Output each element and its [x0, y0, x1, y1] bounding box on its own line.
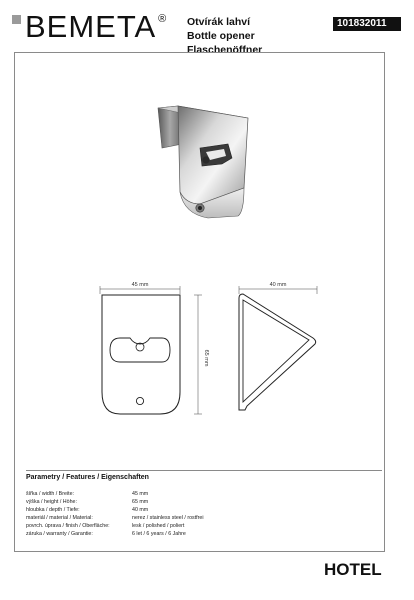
category-label: HOTEL: [324, 560, 382, 579]
product-titles: [187, 15, 262, 57]
logo-square-mark: [12, 15, 21, 24]
param-value: 65 mm: [132, 499, 149, 505]
param-label: povrch. úprava / finish / Oberfläche:: [26, 523, 110, 529]
param-value: nerez / stainless steel / rostfrei: [132, 515, 204, 521]
param-label: výška / height / Höhe:: [26, 499, 77, 505]
front-view-drawing: [80, 280, 220, 430]
param-value: 45 mm: [132, 491, 149, 497]
brand-logo: [12, 11, 166, 45]
depth-dimension-label: 40 mm: [269, 282, 287, 288]
product-title-cs: Otvírák lahví: [187, 16, 251, 28]
param-value: lesk / polished / poliert: [132, 523, 185, 529]
header: [0, 0, 414, 56]
width-dimension-label: 45 mm: [131, 282, 149, 288]
parameters-divider: [26, 470, 382, 471]
param-value: 40 mm: [132, 507, 149, 513]
param-label: hloubka / depth / Tiefe:: [26, 507, 80, 513]
product-photo: [140, 100, 290, 250]
parameters-title: Parametry / Features / Eigenschaften: [26, 474, 149, 481]
param-label: šířka / width / Breite:: [26, 491, 74, 497]
product-title-de: Flaschenöffner: [187, 44, 263, 56]
param-label: záruka / warranty / Garantie:: [26, 531, 93, 537]
registered-mark: ®: [158, 13, 167, 25]
param-label: materiál / material / Material:: [26, 515, 93, 521]
brand-name: BEMETA: [25, 9, 157, 44]
param-value: 6 let / 6 years / 6 Jahre: [132, 531, 186, 537]
product-title-en: Bottle opener: [187, 30, 255, 42]
side-view-drawing: [225, 280, 335, 430]
product-code-badge: 101832011: [333, 17, 401, 31]
height-dimension-label: 65 mm: [203, 349, 209, 367]
